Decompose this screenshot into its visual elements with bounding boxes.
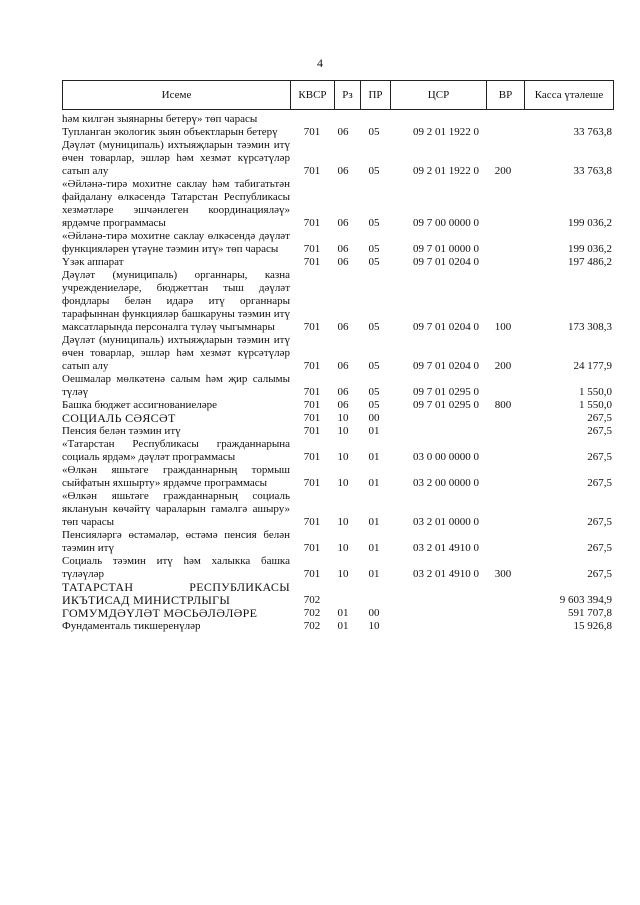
page-number: 4 [317,56,323,70]
row-name: «Әйләнә-тирә мохитне саклау өлкәсендә дәүләт функцияләрен үтәүне тәэмин итү» төп чарасы [62,230,290,255]
row-pr: 01 [368,477,380,489]
row-kbcp: 701 [303,451,321,463]
header-pr: ПР [361,81,391,109]
row-kbcp: 701 [303,425,321,437]
table-row [62,256,614,269]
row-csr: 09 2 01 1922 0 [413,126,479,138]
row-kbcp: 701 [303,321,321,333]
row-kbcp: 701 [303,256,321,268]
header-rz: Рз [335,81,361,109]
table-row [62,269,614,334]
header-name: Исеме [63,81,291,109]
row-pr: 10 [368,620,380,632]
row-kbcp: 702 [303,607,321,619]
row-rz: 06 [337,126,349,138]
table-row [62,412,614,425]
row-name: «Татарстан Республикасы гражданнарына социаль ярдәм» дәүләт программасы [62,438,290,463]
row-csr: 09 7 00 0000 0 [413,217,479,229]
row-kbcp: 701 [303,243,321,255]
table-row [62,464,614,490]
row-amount: 199 036,2 [568,243,612,255]
row-csr: 09 7 01 0204 0 [413,321,479,333]
row-pr: 05 [368,386,380,398]
table-row [62,581,614,607]
row-pr: 05 [368,126,380,138]
row-kbcp: 702 [303,620,321,632]
row-amount: 9 603 394,9 [559,594,612,606]
row-rz: 06 [337,386,349,398]
row-amount: 267,5 [587,477,612,489]
table-row [62,113,614,126]
table-row [62,607,614,620]
row-amount: 33 763,8 [573,165,612,177]
row-name: «Өлкән яшьтәге гражданнарның социаль яклануын көчәйтү чараларын гамәлгә ашыру» төп чарасы [62,490,290,528]
row-amount: 1 550,0 [579,386,612,398]
row-rz: 06 [337,399,349,411]
row-kbcp: 701 [303,542,321,554]
row-kbcp: 701 [303,165,321,177]
table-header [62,80,614,110]
row-pr: 00 [368,412,380,424]
table-row [62,139,614,178]
row-csr: 03 2 01 0000 0 [413,516,479,528]
row-csr: 09 7 01 0204 0 [413,256,479,268]
table-row [62,230,614,256]
row-pr: 05 [368,165,380,177]
row-kbcp: 701 [303,516,321,528]
row-rz: 06 [337,165,349,177]
row-name: СОЦИАЛЬ СӘЯСӘТ [62,411,176,425]
row-name: Башка бюджет ассигнованиеләре [62,399,217,411]
row-rz: 06 [337,217,349,229]
row-kbcp: 701 [303,412,321,424]
row-name: «Өлкән яшьтәге гражданнарның тормыш сыйфатын яхшырту» ярдәмче программасы [62,464,290,489]
row-csr: 09 7 01 0295 0 [413,386,479,398]
row-amount: 1 550,0 [579,399,612,411]
row-pr: 05 [368,243,380,255]
header-amount: Касса үтәлеше [534,89,604,101]
row-name: һәм килгән зыянарны бетерү» төп чарасы [62,113,258,125]
row-rz: 10 [337,477,349,489]
row-csr: 03 2 00 0000 0 [413,477,479,489]
row-name: Фундаменталь тикшеренүләр [62,620,201,632]
row-pr: 00 [368,607,380,619]
row-pr: 01 [368,451,380,463]
row-amount: 24 177,9 [573,360,612,372]
row-name: Үзәк аппарат [62,256,124,268]
row-rz: 10 [337,425,349,437]
row-pr: 01 [368,568,380,580]
row-amount: 267,5 [587,542,612,554]
row-pr: 01 [368,516,380,528]
row-rz: 06 [337,321,349,333]
row-name: Дәүләт (муниципаль) ихтыяҗларын тәэмин итү өчен товарлар, эшләр һәм хезмәт күрсәтүләр сатып алу [62,334,290,372]
table-row [62,126,614,139]
row-name: Дәүләт (муниципаль) ихтыяҗларын тәэмин итү өчен товарлар, эшләр һәм хезмәт күрсәтүләр сатып алу [62,139,290,177]
table-row [62,373,614,399]
row-name: Оешмалар мөлкәтенә салым һәм җир салымы түләү [62,373,290,398]
row-name: «Әйләнә-тирә мохитне саклау һәм табигатьтән файдалану өлкәсендә Татарстан Республикасы хезмәтләре эшчәнлеген координацияләү» ярдәмче программасы [62,178,290,229]
row-pr: 05 [368,321,380,333]
row-vr: 200 [494,360,512,372]
row-rz: 10 [337,412,349,424]
row-amount: 267,5 [587,412,612,424]
row-amount: 197 486,2 [568,256,612,268]
row-name: Социаль тәэмин итү һәм халыкка башка түләүләр [62,555,290,580]
row-pr: 05 [368,217,380,229]
row-csr: 03 2 01 4910 0 [413,568,479,580]
header-csr: ЦСР [391,81,487,109]
row-rz: 10 [337,568,349,580]
row-vr: 800 [494,399,512,411]
table-row [62,555,614,581]
row-pr: 01 [368,542,380,554]
row-csr: 09 7 01 0000 0 [413,243,479,255]
row-amount: 267,5 [587,516,612,528]
header-vr: ВР [487,81,525,109]
header-kbcp: КВСР [291,81,335,109]
table-row [62,178,614,230]
row-rz: 01 [337,607,349,619]
row-rz: 10 [337,451,349,463]
row-rz: 06 [337,256,349,268]
row-csr: 03 0 00 0000 0 [413,451,479,463]
row-pr: 05 [368,360,380,372]
row-name: Пенсияләргә өстәмәләр, өстәмә пенсия белән тәэмин итү [62,529,290,554]
row-kbcp: 702 [303,594,321,606]
table-row [62,425,614,438]
row-rz: 10 [337,516,349,528]
row-kbcp: 701 [303,477,321,489]
row-amount: 267,5 [587,425,612,437]
row-amount: 33 763,8 [573,126,612,138]
row-name: ГОМУМДӘҮЛӘТ МӘСЬӘЛӘЛӘРЕ [62,606,258,620]
row-kbcp: 701 [303,217,321,229]
row-kbcp: 701 [303,126,321,138]
row-kbcp: 701 [303,568,321,580]
row-vr: 200 [494,165,512,177]
row-amount: 173 308,3 [568,321,612,333]
row-amount: 267,5 [587,568,612,580]
row-amount: 15 926,8 [573,620,612,632]
row-kbcp: 701 [303,360,321,372]
row-name: Тупланган экологик зыян объектларын бетерү [62,126,278,138]
row-rz: 10 [337,542,349,554]
row-rz: 06 [337,243,349,255]
row-csr: 03 2 01 4910 0 [413,542,479,554]
row-pr: 01 [368,425,380,437]
row-vr: 300 [494,568,512,580]
row-csr: 09 2 01 1922 0 [413,165,479,177]
table-row [62,438,614,464]
row-kbcp: 701 [303,386,321,398]
row-amount: 591 707,8 [568,607,612,619]
row-rz: 06 [337,360,349,372]
row-amount: 199 036,2 [568,217,612,229]
row-csr: 09 7 01 0204 0 [413,360,479,372]
row-amount: 267,5 [587,451,612,463]
row-vr: 100 [494,321,512,333]
table-row [62,529,614,555]
table-row [62,620,614,633]
row-kbcp: 701 [303,399,321,411]
row-pr: 05 [368,256,380,268]
row-name: ТАТАРСТАН РЕСПУБЛИКАСЫ ИКЪТИСАД МИНИСТРЛЫГЫ [62,580,290,607]
row-name: Пенсия белән тәэмин итү [62,425,181,437]
row-csr: 09 7 01 0295 0 [413,399,479,411]
table-body [62,113,614,633]
row-pr: 05 [368,399,380,411]
table-row [62,490,614,529]
table-row [62,334,614,373]
row-name: Дәүләт (муниципаль) органнары, казна учреждениеләре, бюджеттан тыш дәүләт фондлары белән идарә итү органнары тарафыннан функцияләр башкаруны тәэмин итү максатларында персоналга түләү чыгымнары [62,269,290,333]
row-rz: 01 [337,620,349,632]
